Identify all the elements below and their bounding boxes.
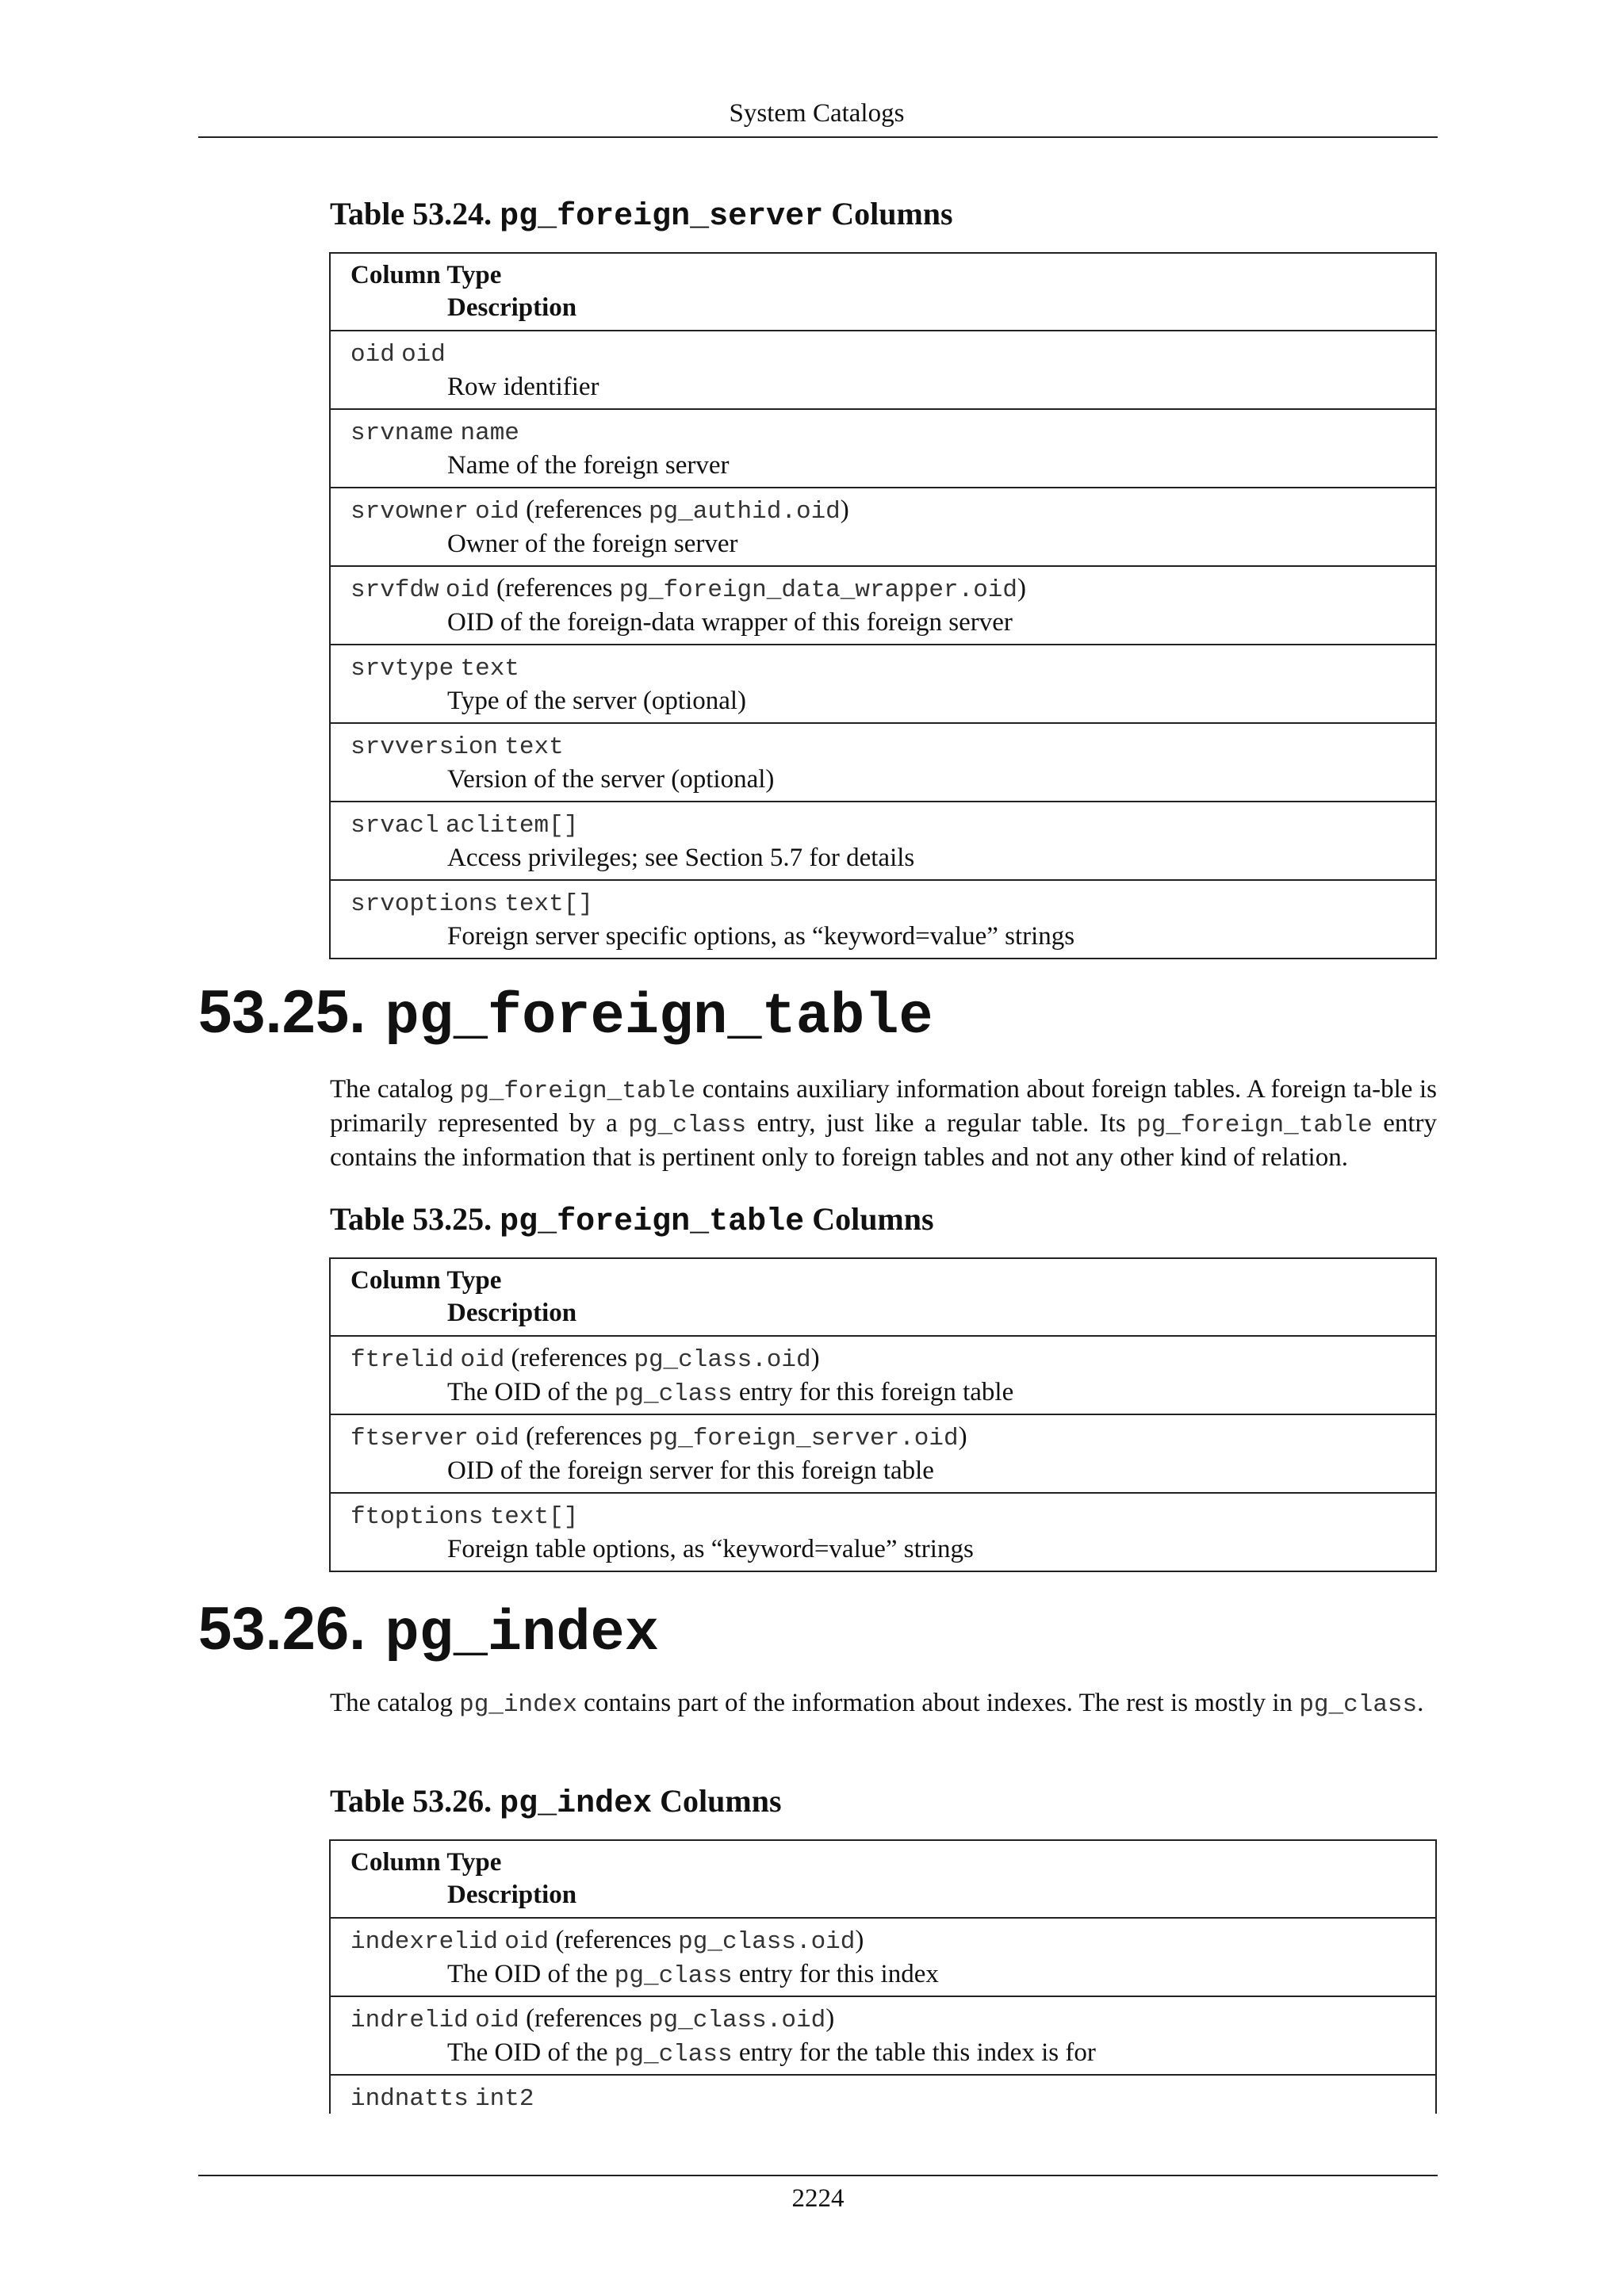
table-row — [331, 1492, 1435, 1571]
para-text: entry contains the information that is pertinent only to foreign tables and not any other kind of relation. — [330, 1109, 1438, 1172]
column-type-header: Column Type — [350, 261, 502, 289]
table-caption-53-24 — [330, 190, 953, 241]
column-name: srvowner — [350, 498, 469, 526]
column-type: text — [504, 733, 564, 761]
footer-rule — [198, 2175, 1438, 2176]
table-row — [331, 1996, 1435, 2074]
reference-suffix: ) — [810, 1344, 820, 1372]
section-code: pg_foreign_table — [385, 985, 933, 1050]
table-row — [331, 722, 1435, 801]
para-text: contains auxiliary information about foreign tables. A foreign ta-ble is primarily represented by a — [330, 1075, 1437, 1138]
caption-code: pg_foreign_server — [500, 199, 824, 235]
column-name: ftoptions — [350, 1503, 484, 1531]
description-suffix: entry for this index — [732, 1960, 939, 1988]
column-type: oid — [475, 2007, 519, 2034]
column-type: name — [460, 419, 519, 447]
reference-prefix: (references — [511, 1344, 634, 1372]
column-name: srvfdw — [350, 576, 439, 604]
reference-prefix: (references — [526, 2004, 649, 2033]
column-name: indnatts — [350, 2085, 469, 2113]
table-pg-foreign-server — [329, 252, 1437, 959]
reference-prefix: (references — [496, 574, 619, 603]
column-description: Foreign server specific options, as “keyword=value” strings — [447, 922, 1075, 951]
column-name: srvname — [350, 419, 454, 447]
section-number: 53.26. — [198, 1595, 366, 1663]
caption-suffix: Columns — [823, 196, 953, 232]
reference-suffix: ) — [855, 1926, 864, 1954]
caption-prefix: Table 53.26. — [330, 1783, 500, 1819]
description-code: pg_class — [614, 2041, 733, 2068]
column-name: srvacl — [350, 812, 439, 840]
caption-prefix: Table 53.25. — [330, 1201, 500, 1237]
description-prefix: The OID of the — [447, 2038, 615, 2067]
reference-prefix: (references — [555, 1926, 679, 1954]
reference-prefix: (references — [526, 1422, 649, 1451]
table-caption-53-26 — [330, 1777, 782, 1828]
column-name: srvversion — [350, 733, 499, 761]
reference-suffix: ) — [840, 496, 849, 524]
table-row — [331, 1414, 1435, 1492]
page-number: 2224 — [791, 2184, 845, 2213]
column-type: text[] — [504, 890, 593, 918]
column-description: Foreign table options, as “keyword=value” strings — [447, 1535, 974, 1563]
reference-suffix: ) — [825, 2004, 835, 2033]
table-row — [331, 565, 1435, 644]
description-header: Description — [447, 1881, 577, 1909]
table-pg-foreign-table — [329, 1257, 1437, 1572]
reference-code: pg_class.oid — [648, 2007, 826, 2034]
para-code: pg_class — [1299, 1691, 1418, 1719]
column-name: ftserver — [350, 1425, 469, 1452]
para-text: entry, just like a regular table. Its — [746, 1109, 1137, 1138]
column-type-header: Column Type — [350, 1848, 502, 1877]
table-row — [331, 487, 1435, 565]
description-code: pg_class — [614, 1962, 733, 1990]
description-code: pg_class — [614, 1380, 733, 1408]
reference-code: pg_foreign_server.oid — [648, 1425, 959, 1452]
column-type: oid — [475, 498, 519, 526]
column-description: Type of the server (optional) — [447, 687, 747, 715]
table-row — [331, 801, 1435, 879]
column-type: oid — [445, 576, 490, 604]
column-description: Row identifier — [447, 373, 599, 401]
section-number: 53.25. — [198, 978, 366, 1046]
description-prefix: The OID of the — [447, 1960, 615, 1988]
table-header-row — [331, 1259, 1435, 1335]
table-row — [331, 2074, 1435, 2114]
table-row — [331, 1917, 1435, 1996]
caption-suffix: Columns — [804, 1201, 934, 1237]
table-pg-index — [329, 1839, 1437, 2114]
column-type: oid — [460, 1346, 505, 1374]
column-type: aclitem[] — [445, 812, 579, 840]
column-description: Name of the foreign server — [447, 451, 730, 480]
section-paragraph — [330, 1687, 1437, 1721]
column-name: srvtype — [350, 655, 454, 683]
reference-code: pg_class.oid — [678, 1928, 856, 1956]
description-prefix: The OID of the — [447, 1378, 615, 1406]
para-code: pg_index — [459, 1691, 577, 1719]
table-row — [331, 1335, 1435, 1414]
column-description: OID of the foreign-data wrapper of this foreign server — [447, 608, 1013, 637]
description-header: Description — [447, 1299, 577, 1327]
section-code: pg_index — [385, 1601, 659, 1667]
column-description: OID of the foreign server for this foreign table — [447, 1456, 934, 1485]
para-text: contains part of the information about indexes. The rest is mostly in — [576, 1689, 1300, 1717]
reference-suffix: ) — [1017, 574, 1027, 603]
reference-code: pg_class.oid — [634, 1346, 811, 1374]
table-row — [331, 330, 1435, 408]
description-suffix: entry for this foreign table — [732, 1378, 1014, 1406]
para-code: pg_foreign_table — [459, 1077, 696, 1105]
para-text: The catalog — [330, 1075, 460, 1104]
caption-code: pg_foreign_table — [500, 1204, 805, 1240]
reference-code: pg_authid.oid — [648, 498, 841, 526]
para-code: pg_foreign_table — [1136, 1112, 1373, 1139]
column-type: oid — [504, 1928, 550, 1956]
column-name: indrelid — [350, 2007, 469, 2034]
column-type: text — [460, 655, 519, 683]
table-row — [331, 879, 1435, 958]
para-code: pg_class — [628, 1112, 747, 1139]
column-type: text[] — [489, 1503, 579, 1531]
table-row — [331, 644, 1435, 722]
column-description: Owner of the foreign server — [447, 530, 738, 558]
column-name: ftrelid — [350, 1346, 454, 1374]
section-heading-53-26 — [198, 1594, 659, 1670]
table-row — [331, 408, 1435, 487]
column-name: indexrelid — [350, 1928, 499, 1956]
column-type: oid — [475, 1425, 519, 1452]
column-name: oid — [350, 341, 395, 369]
reference-code: pg_foreign_data_wrapper.oid — [619, 576, 1018, 604]
para-text: . — [1417, 1689, 1424, 1717]
caption-prefix: Table 53.24. — [330, 196, 500, 232]
reference-suffix: ) — [958, 1422, 967, 1451]
caption-suffix: Columns — [652, 1783, 782, 1819]
column-name: srvoptions — [350, 890, 499, 918]
column-type-header: Column Type — [350, 1266, 502, 1295]
reference-prefix: (references — [526, 496, 649, 524]
description-header: Description — [447, 293, 577, 322]
column-description: Version of the server (optional) — [447, 765, 775, 794]
column-type: int2 — [475, 2085, 534, 2113]
section-heading-53-25 — [198, 977, 933, 1053]
description-suffix: entry for the table this index is for — [732, 2038, 1096, 2067]
table-caption-53-25 — [330, 1196, 934, 1246]
table-header-row — [331, 254, 1435, 330]
column-description: Access privileges; see Section 5.7 for details — [447, 844, 915, 872]
caption-code: pg_index — [500, 1786, 653, 1822]
para-text: The catalog — [330, 1689, 460, 1717]
running-header: System Catalogs — [729, 99, 905, 128]
column-type: oid — [401, 341, 446, 369]
header-rule — [198, 136, 1438, 138]
table-header-row — [331, 1841, 1435, 1917]
section-paragraph — [330, 1073, 1437, 1174]
